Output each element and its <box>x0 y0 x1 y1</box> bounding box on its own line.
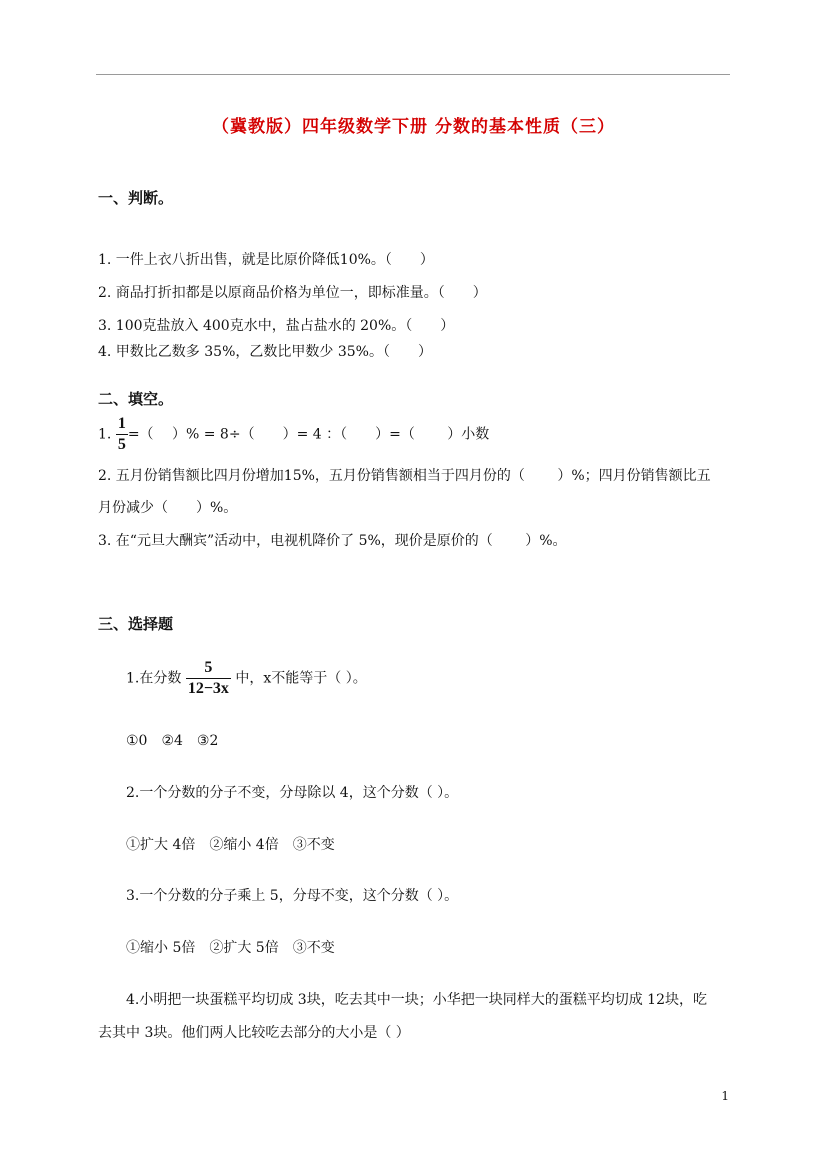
judgement-item-4: 4. 甲数比乙数多 35%，乙数比甲数少 35%。（ ） <box>98 344 432 360</box>
section-heading-choice: 三、选择题 <box>98 615 174 633</box>
fill-item-3: 3. 在“元旦大酬宾”活动中，电视机降价了 5%，现价是原价的（ ）%。 <box>98 533 567 549</box>
choice-item-1-prefix: 1.在分数 <box>126 670 182 687</box>
page-title: （冀教版）四年级数学下册 分数的基本性质（三） <box>212 117 615 137</box>
fraction-denominator: 5 <box>117 436 126 453</box>
judgement-item-2: 2. 商品打折扣都是以原商品价格为单位一，即标准量。（ ） <box>98 285 487 301</box>
header-rule <box>96 74 730 75</box>
choice-item-1-options: ①0 ②4 ③2 <box>126 733 219 749</box>
fill-item-2-line-2: 月份减少（ ）%。 <box>98 500 238 516</box>
fill-item-1 <box>98 416 489 453</box>
fraction-one-fifth <box>116 416 128 453</box>
page-number: 1 <box>721 1089 729 1103</box>
fill-item-1-text: =（ ）% = 8÷（ ）= 4 ：（ ）=（ ）小数 <box>127 426 490 443</box>
choice-item-4-line-2: 去其中 3块。他们两人比较吃去部分的大小是（ ） <box>98 1025 410 1041</box>
choice-item-1 <box>126 660 367 697</box>
fill-item-2-line-1: 2. 五月份销售额比四月份增加15%，五月份销售额相当于四月份的（ ）%；四月份销售额比五 <box>98 468 711 484</box>
fraction-numerator: 1 <box>117 415 126 432</box>
section-heading-judgement: 一、判断。 <box>98 189 174 207</box>
choice-item-2: 2.一个分数的分子不变，分母除以 4，这个分数（ ）。 <box>126 785 459 801</box>
choice-item-1-suffix: 中，x不能等于（ ）。 <box>230 670 367 687</box>
fraction-denominator: 12−3x <box>187 680 229 697</box>
choice-item-3: 3.一个分数的分子乘上 5，分母不变，这个分数（ ）。 <box>126 888 459 904</box>
section-heading-fill: 二、填空。 <box>98 390 174 408</box>
choice-item-2-options: ①扩大 4倍 ②缩小 4倍 ③不变 <box>126 837 335 853</box>
fraction-five-over-expression <box>186 660 231 697</box>
choice-item-3-options: ①缩小 5倍 ②扩大 5倍 ③不变 <box>126 940 335 956</box>
fraction-numerator: 5 <box>204 659 213 676</box>
fill-item-1-number: 1. <box>98 426 112 443</box>
judgement-item-3: 3. 100克盐放入 400克水中，盐占盐水的 20%。（ ） <box>98 318 455 334</box>
judgement-item-1: 1. 一件上衣八折出售，就是比原价降低10%。（ ） <box>98 252 434 268</box>
choice-item-4-line-1: 4.小明把一块蛋糕平均切成 3块，吃去其中一块；小华把一块同样大的蛋糕平均切成 12块，吃 <box>126 992 707 1008</box>
